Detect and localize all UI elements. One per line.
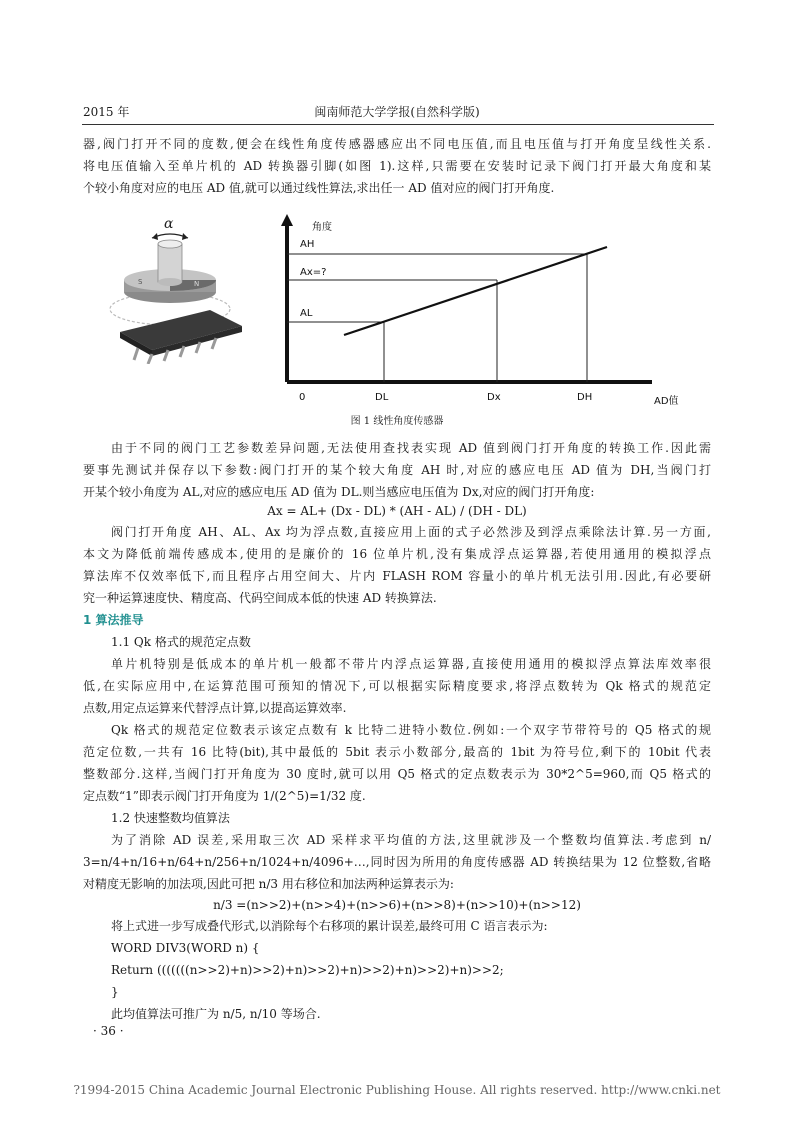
- svg-text:S: S: [138, 278, 143, 286]
- dx-label: Dx: [487, 392, 501, 403]
- sensor-illustration: [108, 214, 248, 364]
- para4-line-2: 低,在实际应用中,在运算范围可预知的情况下,可以根据实际精度要求,将浮点数转为 Qk 格式的规范定: [83, 679, 711, 693]
- linear-angle-graph: [262, 214, 694, 410]
- para5-line-1: Qk 格式的规范定位数表示该定点数有 k 比特二进特小数位.例如:一个双字节带符号的 Q5 格式的规: [111, 723, 711, 737]
- subsection-1-2: 1.2 快速整数均值算法: [111, 811, 230, 825]
- para2-line-1: 由于不同的阀门工艺参数差异问题,无法使用查找表实现 AD 值到阀门打开角度的转换工作.因此需: [111, 441, 711, 455]
- ah-label: AH: [300, 239, 315, 250]
- para5-line-3: 整数部分.这样,当阀门打开角度为 30 度时,就可以用 Q5 格式的定点数表示为 30*2^5=960,而 Q5 格式的: [83, 767, 711, 781]
- para3-line-2: 本文为降低前端传感成本,使用的是廉价的 16 位单片机,没有集成浮点运算器,若使用通用的模拟浮点: [83, 547, 711, 561]
- para4-line-1: 单片机特别是低成本的单片机一般都不带片内浮点运算器,直接使用通用的模拟浮点算法库效率很: [111, 657, 711, 671]
- para3-line-1: 阀门打开角度 AH、AL、Ax 均为浮点数,直接应用上面的式子必然涉及到浮点乘除法计算.另一方面,: [111, 525, 711, 539]
- formula-div3: n/3 =(n>>2)+(n>>4)+(n>>6)+(n>>8)+(n>>10)+(n>>12): [213, 898, 581, 912]
- para2-line-2: 要事先测试并保存以下参数:阀门打开的某个较大角度 AH 时,对应的感应电压 AD 值为 DH,当阀门打: [83, 463, 711, 477]
- para6-line-3: 对精度无影响的加法项,因此可把 n/3 用右移位和加法两种运算表示为:: [83, 877, 454, 891]
- para8: 此均值算法可推广为 n/5, n/10 等场合.: [111, 1007, 321, 1021]
- para7: 将上式进一步写成叠代形式,以消除每个右移项的累计误差,最终可用 C 语言表示为:: [111, 919, 548, 933]
- para2-line-3: 开某个较小角度为 AL,对应的感应电压 AD 值为 DL.则当感应电压值为 Dx,对应的阀门打开角度:: [83, 485, 595, 499]
- dl-label: DL: [375, 392, 389, 403]
- para3-line-3: 算法库不仅效率低下,而且程序占用空间大、片内 FLASH ROM 容量小的单片机无法引用.因此,有必要研: [83, 569, 711, 583]
- alpha-symbol: α: [164, 216, 174, 232]
- al-label: AL: [300, 308, 313, 319]
- code-line-1: WORD DIV3(WORD n) {: [111, 941, 260, 955]
- para3-line-4: 究一种运算速度快、精度高、代码空间成本低的快速 AD 转换算法.: [83, 591, 437, 605]
- dh-label: DH: [577, 392, 593, 403]
- ax-label: Ax=?: [300, 267, 327, 278]
- para6-line-1: 为了消除 AD 误差,采用取三次 AD 采样求平均值的方法,这里就涉及一个整数均值算法.考虑到 n/: [111, 833, 711, 847]
- para5-line-4: 定点数“1”即表示阀门打开角度为 1/(2^5)=1/32 度.: [83, 789, 366, 803]
- code-line-3: }: [111, 985, 119, 999]
- copyright-footer: ?1994-2015 China Academic Journal Electronic Publishing House. All rights reserved. http://www.cnki.net: [73, 1083, 721, 1097]
- code-line-2: Return (((((((n>>2)+n)>>2)+n)>>2)+n)>>2)+n)>>2)+n)>>2;: [111, 963, 504, 977]
- journal-title: 闽南师范大学学报(自然科学版): [314, 105, 480, 119]
- para6-line-2: 3=n/4+n/16+n/64+n/256+n/1024+n/4096+…,同时因为所用的角度传感器 AD 转换结果为 12 位整数,省略: [83, 855, 711, 869]
- y-axis-label: 角度: [312, 222, 332, 233]
- linear-line: [344, 247, 607, 335]
- header-rule: [82, 124, 714, 125]
- intro-line-2: 将电压值输入至单片机的 AD 转换器引脚(如图 1).这样,只需要在安装时记录下阀门打开最大角度和某: [83, 159, 711, 173]
- header-year: 2015 年: [83, 105, 130, 119]
- intro-line-1: 器,阀门打开不同的度数,便会在线性角度传感器感应出不同电压值,而且电压值与打开角度呈线性关系.: [83, 137, 711, 151]
- para5-line-2: 范定位数,一共有 16 比特(bit),其中最低的 5bit 表示小数部分,最高的 1bit 为符号位,剩下的 10bit 代表: [83, 745, 711, 759]
- formula-ax: Ax = AL+ (Dx - DL) * (AH - AL) / (DH - DL): [267, 504, 527, 518]
- x-axis-label: AD值: [654, 396, 679, 407]
- subsection-1-1: 1.1 Qk 格式的规范定点数: [111, 635, 251, 649]
- intro-line-3: 个较小角度对应的电压 AD 值,就可以通过线性算法,求出任一 AD 值对应的阀门打开角度.: [83, 181, 555, 195]
- para4-line-3: 点数,用定点运算来代替浮点计算,以提高运算效率.: [83, 701, 347, 715]
- figure-caption: 图 1 线性角度传感器: [350, 416, 444, 427]
- page-number: · 36 ·: [93, 1024, 124, 1038]
- svg-text:N: N: [194, 280, 200, 288]
- origin-label: 0: [299, 392, 306, 403]
- section-heading: 1 算法推导: [83, 613, 144, 627]
- sensor-shaft: [158, 244, 182, 282]
